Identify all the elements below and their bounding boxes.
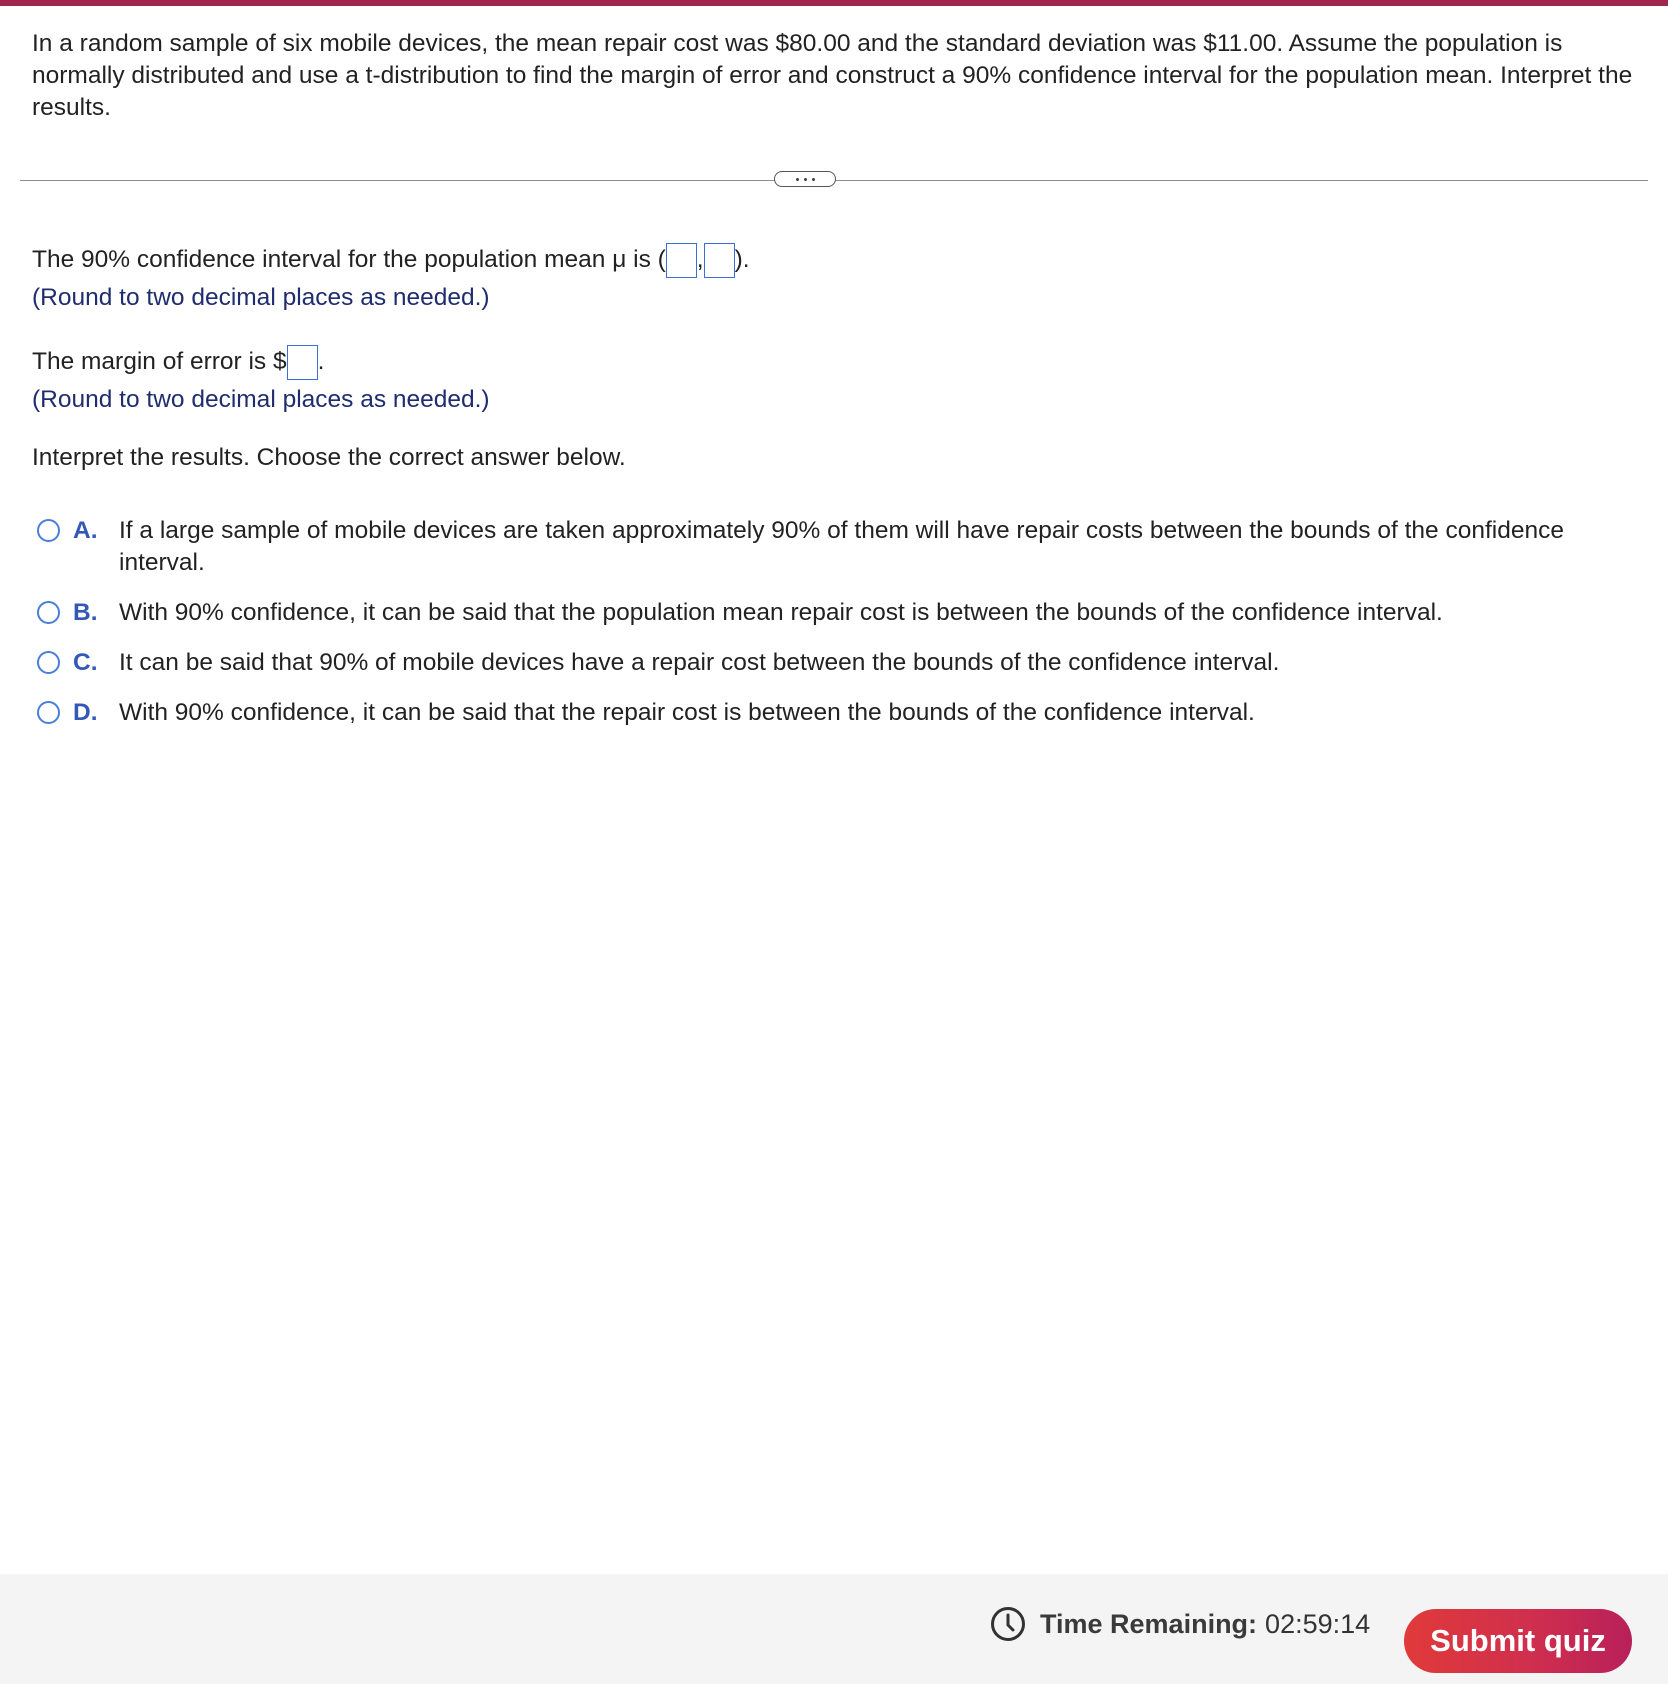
option-letter: C. bbox=[73, 649, 98, 676]
answer-options bbox=[32, 515, 1632, 729]
margin-prefix: The margin of error is $ bbox=[32, 347, 287, 375]
option-text: It can be said that 90% of mobile devices have a repair cost between the bounds of the confidence interval. bbox=[119, 649, 1280, 676]
timer-value: 02:59:14 bbox=[1265, 1608, 1371, 1639]
radio-c[interactable] bbox=[37, 651, 60, 674]
margin-suffix: . bbox=[317, 347, 325, 375]
option-text: With 90% confidence, it can be said that the repair cost is between the bounds of the confidence interval. bbox=[119, 699, 1255, 726]
margin-input[interactable] bbox=[287, 345, 318, 380]
option-a[interactable] bbox=[32, 515, 1632, 579]
option-text: If a large sample of mobile devices are taken approximately 90% of them will have repair costs between the bounds of the confidence interval. bbox=[119, 517, 1564, 576]
option-b[interactable] bbox=[32, 597, 1632, 629]
ci-separator: , bbox=[696, 245, 704, 273]
radio-d[interactable] bbox=[37, 701, 60, 724]
ci-suffix: ). bbox=[734, 245, 750, 273]
dot-icon bbox=[796, 178, 799, 181]
margin-line bbox=[32, 345, 324, 380]
timer-label: Time Remaining: bbox=[1040, 1608, 1258, 1639]
question-text: In a random sample of six mobile devices, the mean repair cost was $80.00 and the standard deviation was $11.00. Assume the population is normally distributed and use a t-distribution to find the margin of error and construct a 90% confidence interval for the population mean. Interpret the results. bbox=[32, 30, 1633, 121]
clock-icon bbox=[990, 1606, 1026, 1642]
top-accent-bar bbox=[0, 0, 1668, 6]
interpret-prompt: Interpret the results. Choose the correct answer below. bbox=[32, 444, 626, 471]
ci-prefix: The 90% confidence interval for the population mean μ is ( bbox=[32, 245, 666, 273]
option-letter: B. bbox=[73, 599, 98, 626]
dot-icon bbox=[812, 178, 815, 181]
ci-hint: (Round to two decimal places as needed.) bbox=[32, 284, 490, 311]
margin-hint: (Round to two decimal places as needed.) bbox=[32, 386, 490, 413]
radio-a[interactable] bbox=[37, 519, 60, 542]
ci-lower-input[interactable] bbox=[666, 243, 697, 278]
dot-icon bbox=[804, 178, 807, 181]
time-remaining bbox=[990, 1606, 1370, 1642]
option-letter: D. bbox=[73, 699, 98, 726]
submit-quiz-button[interactable]: Submit quiz bbox=[1404, 1609, 1632, 1673]
radio-b[interactable] bbox=[37, 601, 60, 624]
ci-upper-input[interactable] bbox=[704, 243, 735, 278]
option-text: With 90% confidence, it can be said that the population mean repair cost is between the bounds of the confidence interval. bbox=[119, 599, 1443, 626]
option-c[interactable] bbox=[32, 647, 1632, 679]
option-letter: A. bbox=[73, 517, 98, 544]
ci-line bbox=[32, 243, 750, 278]
expand-more-button[interactable] bbox=[774, 171, 836, 187]
option-d[interactable] bbox=[32, 697, 1632, 729]
